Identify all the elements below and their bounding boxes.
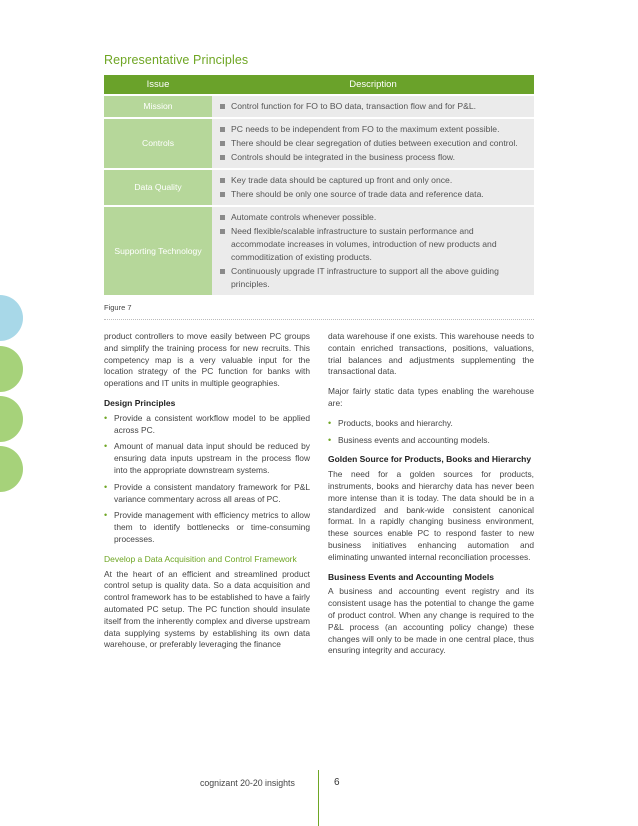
divider — [104, 319, 534, 320]
description-cell — [212, 119, 534, 168]
description-item: Key trade data should be captured up front and only once. — [220, 174, 528, 187]
paragraph: product controllers to move easily between PC groups and simplify the training process for new recruits. This competency map is a very valuable input for the location strategy of the PC function for banks with operations and IT units in multiple geographies. — [104, 331, 310, 389]
issue-cell: Data Quality — [104, 170, 212, 205]
left-column — [104, 331, 310, 659]
table-header-row — [104, 75, 534, 94]
list-item: • Business events and accounting models. — [328, 434, 490, 445]
bullet-icon: • — [104, 441, 108, 452]
list-item: • Provide a consistent mandatory framework for P&L variance commentary across all areas of PC. — [104, 481, 310, 504]
paragraph: data warehouse if one exists. This warehouse needs to contain enriched transactions, positions, valuations, trial balances and adjustments supplementing the transactional data. — [328, 331, 534, 377]
description-item: PC needs to be independent from FO to the maximum extent possible. — [220, 123, 528, 136]
business-events-heading: Business Events and Accounting Models — [328, 571, 494, 582]
square-bullet-icon — [220, 178, 225, 183]
square-bullet-icon — [220, 269, 225, 274]
paragraph: Major fairly static data types enabling the warehouse are: — [328, 386, 534, 408]
right-column — [328, 331, 534, 665]
description-cell — [212, 207, 534, 295]
data-types-list — [328, 418, 534, 447]
description-header: Description — [212, 75, 534, 94]
list-item: • Amount of manual data input should be reduced by ensuring data inputs upstream in the process flow into the appropriate downstream systems. — [104, 441, 310, 475]
footer-divider — [318, 770, 319, 826]
bullet-icon: • — [328, 417, 332, 428]
decorative-dot-green — [0, 396, 23, 442]
principles-table — [104, 75, 534, 295]
bullet-icon: • — [328, 434, 332, 445]
section-title: Representative Principles — [104, 53, 249, 67]
issue-cell: Mission — [104, 96, 212, 117]
decorative-dot-green — [0, 346, 23, 392]
description-cell — [212, 96, 534, 117]
square-bullet-icon — [220, 215, 225, 220]
description-item: Controls should be integrated in the business process flow. — [220, 151, 528, 164]
square-bullet-icon — [220, 192, 225, 197]
description-item: Continuously upgrade IT infrastructure to support all the above guiding principles. — [220, 265, 528, 291]
table-row — [104, 170, 534, 205]
decorative-dot-blue — [0, 295, 23, 341]
design-principles-list — [104, 413, 310, 546]
square-bullet-icon — [220, 155, 225, 160]
table-row — [104, 119, 534, 168]
square-bullet-icon — [220, 141, 225, 146]
description-item: Automate controls whenever possible. — [220, 211, 528, 224]
description-item: There should be only one source of trade data and reference data. — [220, 188, 528, 201]
description-cell — [212, 170, 534, 205]
square-bullet-icon — [220, 229, 225, 234]
bullet-icon: • — [104, 412, 108, 423]
list-item: • Provide management with efficiency metrics to allow them to identify bottlenecks or time-consuming processes. — [104, 510, 310, 544]
issue-cell: Controls — [104, 119, 212, 168]
develop-framework-heading: Develop a Data Acquisition and Control Framework — [104, 553, 297, 564]
bullet-icon: • — [104, 510, 108, 521]
list-item: • Products, books and hierarchy. — [328, 417, 453, 428]
golden-source-heading: Golden Source for Products, Books and Hierarchy — [328, 454, 532, 465]
paragraph: The need for a golden sources for products, instruments, books and hierarchy data has never been more intense than it is today. The data should be in a standardized and bank-wide consistent canonical format. In a rapidly changing business environment, these sources enable PC to respond faster to new business initiatives enhancing automation and eliminating unwanted internal reconciliation processes. — [328, 469, 534, 562]
table-row — [104, 207, 534, 295]
paragraph: At the heart of an efficient and streamlined product control setup is quality data. So a data acquisition and control framework has to be established to have a fairly automated PC setup. The PC function should insulate itself from the inherently complex and diverse upstream data supplying systems by establishing its own data warehouse, or preferably leveraging the finance — [104, 568, 310, 650]
description-item: There should be clear segregation of duties between execution and control. — [220, 137, 528, 150]
figure-caption: Figure 7 — [104, 303, 132, 312]
decorative-dot-green — [0, 446, 23, 492]
issue-header: Issue — [104, 75, 212, 94]
footer-brand: cognizant 20-20 insights — [200, 778, 295, 788]
design-principles-heading: Design Principles — [104, 397, 176, 408]
paragraph: A business and accounting event registry and its consistent usage has the potential to change the game of product control. When any change is required to the P&L process (an accounting policy change) these changes will only to be made in one central place, thus ensuring integrity and accuracy. — [328, 586, 534, 656]
square-bullet-icon — [220, 127, 225, 132]
list-item: • Provide a consistent workflow model to be applied across PC. — [104, 412, 310, 435]
issue-cell: Supporting Technology — [104, 207, 212, 295]
description-item: Control function for FO to BO data, transaction flow and for P&L. — [220, 100, 528, 113]
table-row — [104, 96, 534, 117]
page-number: 6 — [334, 777, 340, 788]
bullet-icon: • — [104, 481, 108, 492]
description-item: Need flexible/scalable infrastructure to sustain performance and accommodate increases in volumes, introduction of new products and commoditization of existing products. — [220, 225, 528, 264]
square-bullet-icon — [220, 104, 225, 109]
